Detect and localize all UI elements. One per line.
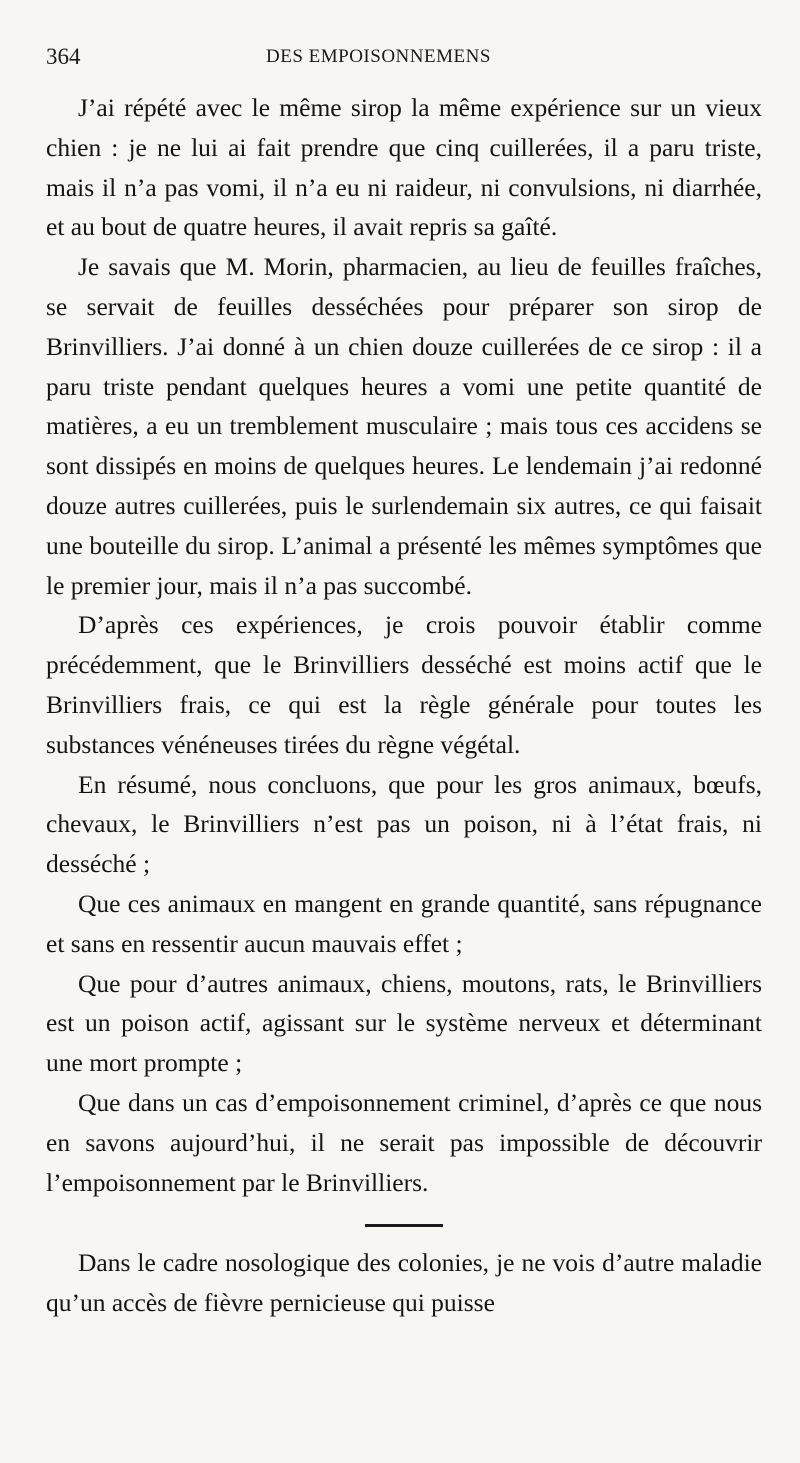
- paragraph: Que dans un cas d’empoisonnement criminel, d’après ce que nous en savons aujourd’hui, il ne serait pas impossible de découvrir l’empoisonnement par le Brinvilliers.: [46, 1087, 762, 1197]
- running-head: DES EMPOISONNEMENS: [266, 46, 491, 67]
- paragraph: Je savais que M. Morin, pharmacien, au lieu de feuilles fraîches, se servait de feuilles desséchées pour préparer son sirop de Brinvilliers. J’ai donné à un chien douze cuillerées de ce sirop : il a paru triste pendant quelques heures a vomi une petite quantité de matières, a eu un tremblement musculaire ; mais tous ces accidens se sont dissipés en moins de quelques heures. Le lendemain j’ai redonné douze autres cuillerées, puis le surlendemain six autres, ce qui faisait une bouteille du sirop. L’animal a présenté les mêmes symptômes que le premier jour, mais il n’a pas succombé.: [46, 252, 762, 600]
- section-divider: [365, 1224, 443, 1227]
- page-number: 364: [46, 44, 81, 69]
- paragraph: D’après ces expériences, je crois pouvoir établir comme précédemment, que le Brinvilliers desséché est moins actif que le Brinvilliers frais, ce qui est la règle générale pour toutes les substances vénéneuses tirées du règne végétal.: [46, 610, 762, 759]
- paragraph: Que ces animaux en mangent en grande quantité, sans répugnance et sans en ressentir aucun mauvais effet ;: [46, 888, 762, 958]
- page-header: [46, 44, 754, 76]
- paragraph: Que pour d’autres animaux, chiens, moutons, rats, le Brinvilliers est un poison actif, agissant sur le système nerveux et déterminant une mort prompte ;: [46, 968, 762, 1078]
- paragraph: Dans le cadre nosologique des colonies, je ne vois d’autre maladie qu’un accès de fièvre pernicieuse qui puisse: [46, 1248, 762, 1318]
- paragraph: J’ai répété avec le même sirop la même expérience sur un vieux chien : je ne lui ai fait prendre que cinq cuillerées, il a paru triste, mais il n’a pas vomi, il n’a eu ni raideur, ni convulsions, ni diarrhée, et au bout de quatre heures, il avait repris sa gaîté.: [46, 93, 762, 242]
- body-text: [46, 88, 762, 1323]
- paragraph: En résumé, nous concluons, que pour les gros animaux, bœufs, chevaux, le Brinvilliers n’est pas un poison, ni à l’état frais, ni desséché ;: [46, 769, 762, 879]
